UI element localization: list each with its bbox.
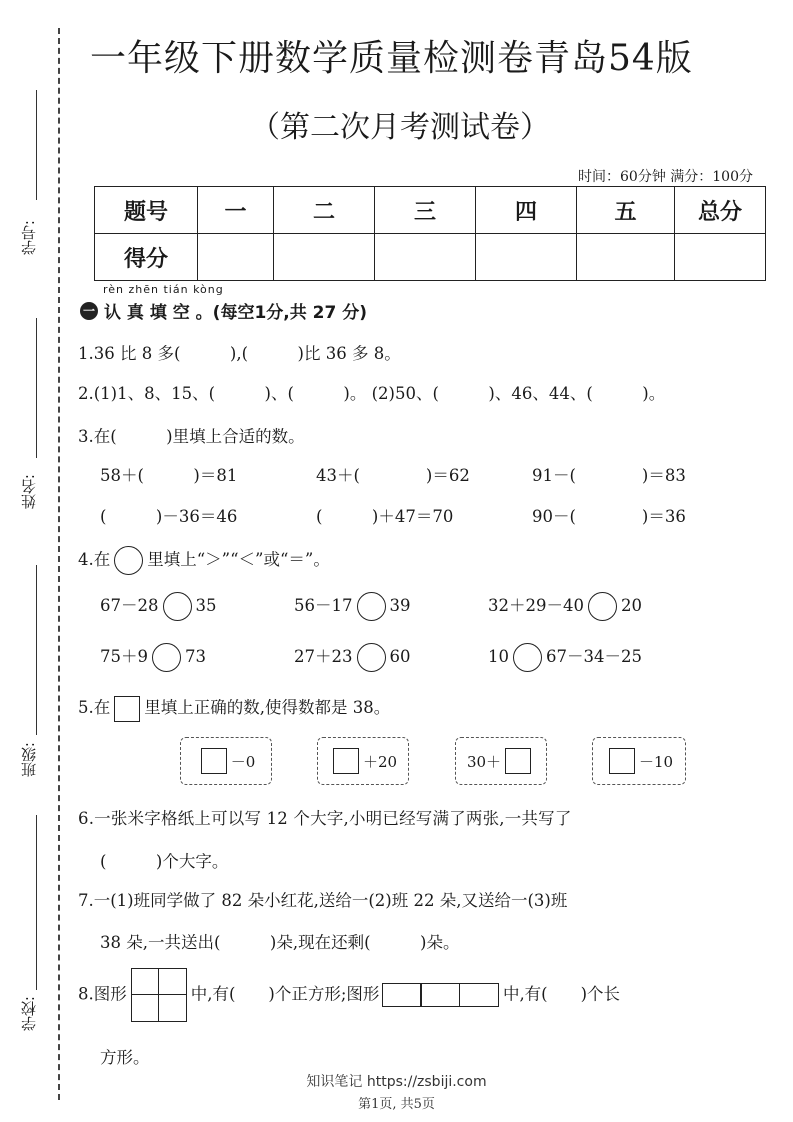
score-row-label: 得分 xyxy=(95,234,198,281)
footer-page-number: 第1页, 共5页 xyxy=(358,1097,435,1112)
q4-left: 56－17 xyxy=(294,596,353,615)
q5-expression: －10 xyxy=(638,752,674,771)
q3-equation: 90－( )＝36 xyxy=(532,507,686,526)
q4-left: 10 xyxy=(488,647,509,666)
score-header-cell: 三 xyxy=(375,187,476,234)
score-cell[interactable] xyxy=(675,234,766,281)
name-line xyxy=(36,318,37,458)
four-square-grid-figure xyxy=(131,968,187,1022)
q4-compare xyxy=(488,592,642,621)
three-rect-row-figure xyxy=(383,983,499,1007)
q5-suffix: 里填上正确的数,使得数都是 38。 xyxy=(144,698,391,717)
q3-equation: ( )＋47＝70 xyxy=(316,507,454,526)
student-no-line xyxy=(36,90,37,200)
compare-circle[interactable] xyxy=(513,643,542,672)
section-number-badge: 一 xyxy=(80,302,98,320)
footer-site: 知识笔记 https://zsbiji.com xyxy=(306,1074,487,1090)
circle-blank-icon xyxy=(114,546,143,575)
question-6-line1: 6.一张米字格纸上可以写 12 个大字,小明已经写满了两张,一共写了 xyxy=(78,809,572,828)
compare-circle[interactable] xyxy=(357,592,386,621)
q4-suffix: 里填上“＞”“＜”或“＝”。 xyxy=(147,550,330,569)
compare-circle[interactable] xyxy=(357,643,386,672)
q4-prefix: 4.在 xyxy=(78,550,111,569)
class-line xyxy=(36,565,37,735)
question-4 xyxy=(78,546,330,575)
question-3: 3.在( )里填上合适的数。 xyxy=(78,427,305,446)
q4-right: 73 xyxy=(185,647,206,666)
question-8-line2: 方形。 xyxy=(100,1048,150,1067)
compare-circle[interactable] xyxy=(163,592,192,621)
class-label: 班级: xyxy=(20,742,38,778)
section-pinyin: rèn zhēn tián kòng xyxy=(103,283,224,296)
question-1: 1.36 比 8 多( ),( )比 36 多 8。 xyxy=(78,344,401,363)
square-blank-icon xyxy=(114,696,140,722)
q4-compare xyxy=(100,643,206,672)
page-subtitle: （第二次月考测试卷） xyxy=(250,110,550,145)
score-header-cell: 总分 xyxy=(675,187,766,234)
question-5 xyxy=(78,694,390,722)
q4-right: 67－34－25 xyxy=(546,647,642,666)
q8-part-c: 中,有( )个长 xyxy=(502,984,621,1004)
q5-equation-box xyxy=(455,737,547,785)
exam-info: 时间：60分钟 满分：100分 xyxy=(578,169,753,185)
q4-left: 75＋9 xyxy=(100,647,148,666)
q4-left: 27＋23 xyxy=(294,647,353,666)
q4-right: 39 xyxy=(389,596,411,615)
student-no-label: 学号: xyxy=(20,220,38,256)
q5-equation-box xyxy=(180,737,272,785)
score-cell[interactable] xyxy=(375,234,476,281)
school-label: 学校: xyxy=(20,996,38,1032)
q4-compare xyxy=(488,643,642,672)
question-2: 2.(1)1、8、15、( )、( )。 (2)50、( )、46、44、( )。 xyxy=(78,384,666,403)
q5-equation-box xyxy=(317,737,409,785)
score-table-score-row xyxy=(95,234,766,281)
compare-circle[interactable] xyxy=(588,592,617,621)
question-6-line2: ( )个大字。 xyxy=(100,852,229,871)
q4-left: 67－28 xyxy=(100,596,159,615)
q4-compare xyxy=(100,592,217,621)
q3-equation: 91－( )＝83 xyxy=(532,466,686,485)
section-heading xyxy=(80,298,367,323)
q8-part-a: 8.图形 xyxy=(78,984,127,1004)
score-header-cell: 四 xyxy=(476,187,577,234)
q3-equation: 58＋( )＝81 xyxy=(100,466,238,485)
score-cell[interactable] xyxy=(476,234,577,281)
q5-prefix: 5.在 xyxy=(78,698,111,717)
q5-expression: 30＋ xyxy=(466,752,502,771)
score-cell[interactable] xyxy=(274,234,375,281)
q5-expression: ＋20 xyxy=(362,752,398,771)
binding-dashed-line xyxy=(58,28,60,1100)
name-label: 姓名: xyxy=(20,474,38,510)
q5-equation-box xyxy=(592,737,686,785)
answer-square[interactable] xyxy=(201,748,227,774)
answer-square[interactable] xyxy=(505,748,531,774)
score-header-cell: 五 xyxy=(577,187,675,234)
q4-right: 35 xyxy=(195,596,217,615)
q4-right: 20 xyxy=(621,596,642,615)
school-line xyxy=(36,815,37,990)
score-table-header-row xyxy=(95,187,766,234)
q4-left: 32＋29－40 xyxy=(488,596,584,615)
q5-expression: －0 xyxy=(230,752,256,771)
score-header-cell: 题号 xyxy=(95,187,198,234)
answer-square[interactable] xyxy=(609,748,635,774)
question-7-line2: 38 朵,一共送出( )朵,现在还剩( )朵。 xyxy=(100,933,460,952)
compare-circle[interactable] xyxy=(152,643,181,672)
score-header-cell: 二 xyxy=(274,187,375,234)
answer-square[interactable] xyxy=(333,748,359,774)
question-8-line1 xyxy=(78,968,620,1022)
question-7-line1: 7.一(1)班同学做了 82 朵小红花,送给一(2)班 22 朵,又送给一(3)班 xyxy=(78,891,568,910)
q8-part-b: 中,有( )个正方形;图形 xyxy=(190,984,380,1004)
score-cell[interactable] xyxy=(577,234,675,281)
section-title: 认 真 填 空 。(每空1分,共 27 分) xyxy=(104,303,367,323)
q3-equation: 43＋( )＝62 xyxy=(316,466,470,485)
score-cell[interactable] xyxy=(198,234,274,281)
q4-right: 60 xyxy=(389,647,411,666)
q3-equation: ( )－36＝46 xyxy=(100,507,238,526)
q4-compare xyxy=(294,643,411,672)
score-table xyxy=(94,186,766,281)
score-header-cell: 一 xyxy=(198,187,274,234)
q4-compare xyxy=(294,592,411,621)
page-title: 一年级下册数学质量检测卷青岛54版 xyxy=(90,38,693,79)
